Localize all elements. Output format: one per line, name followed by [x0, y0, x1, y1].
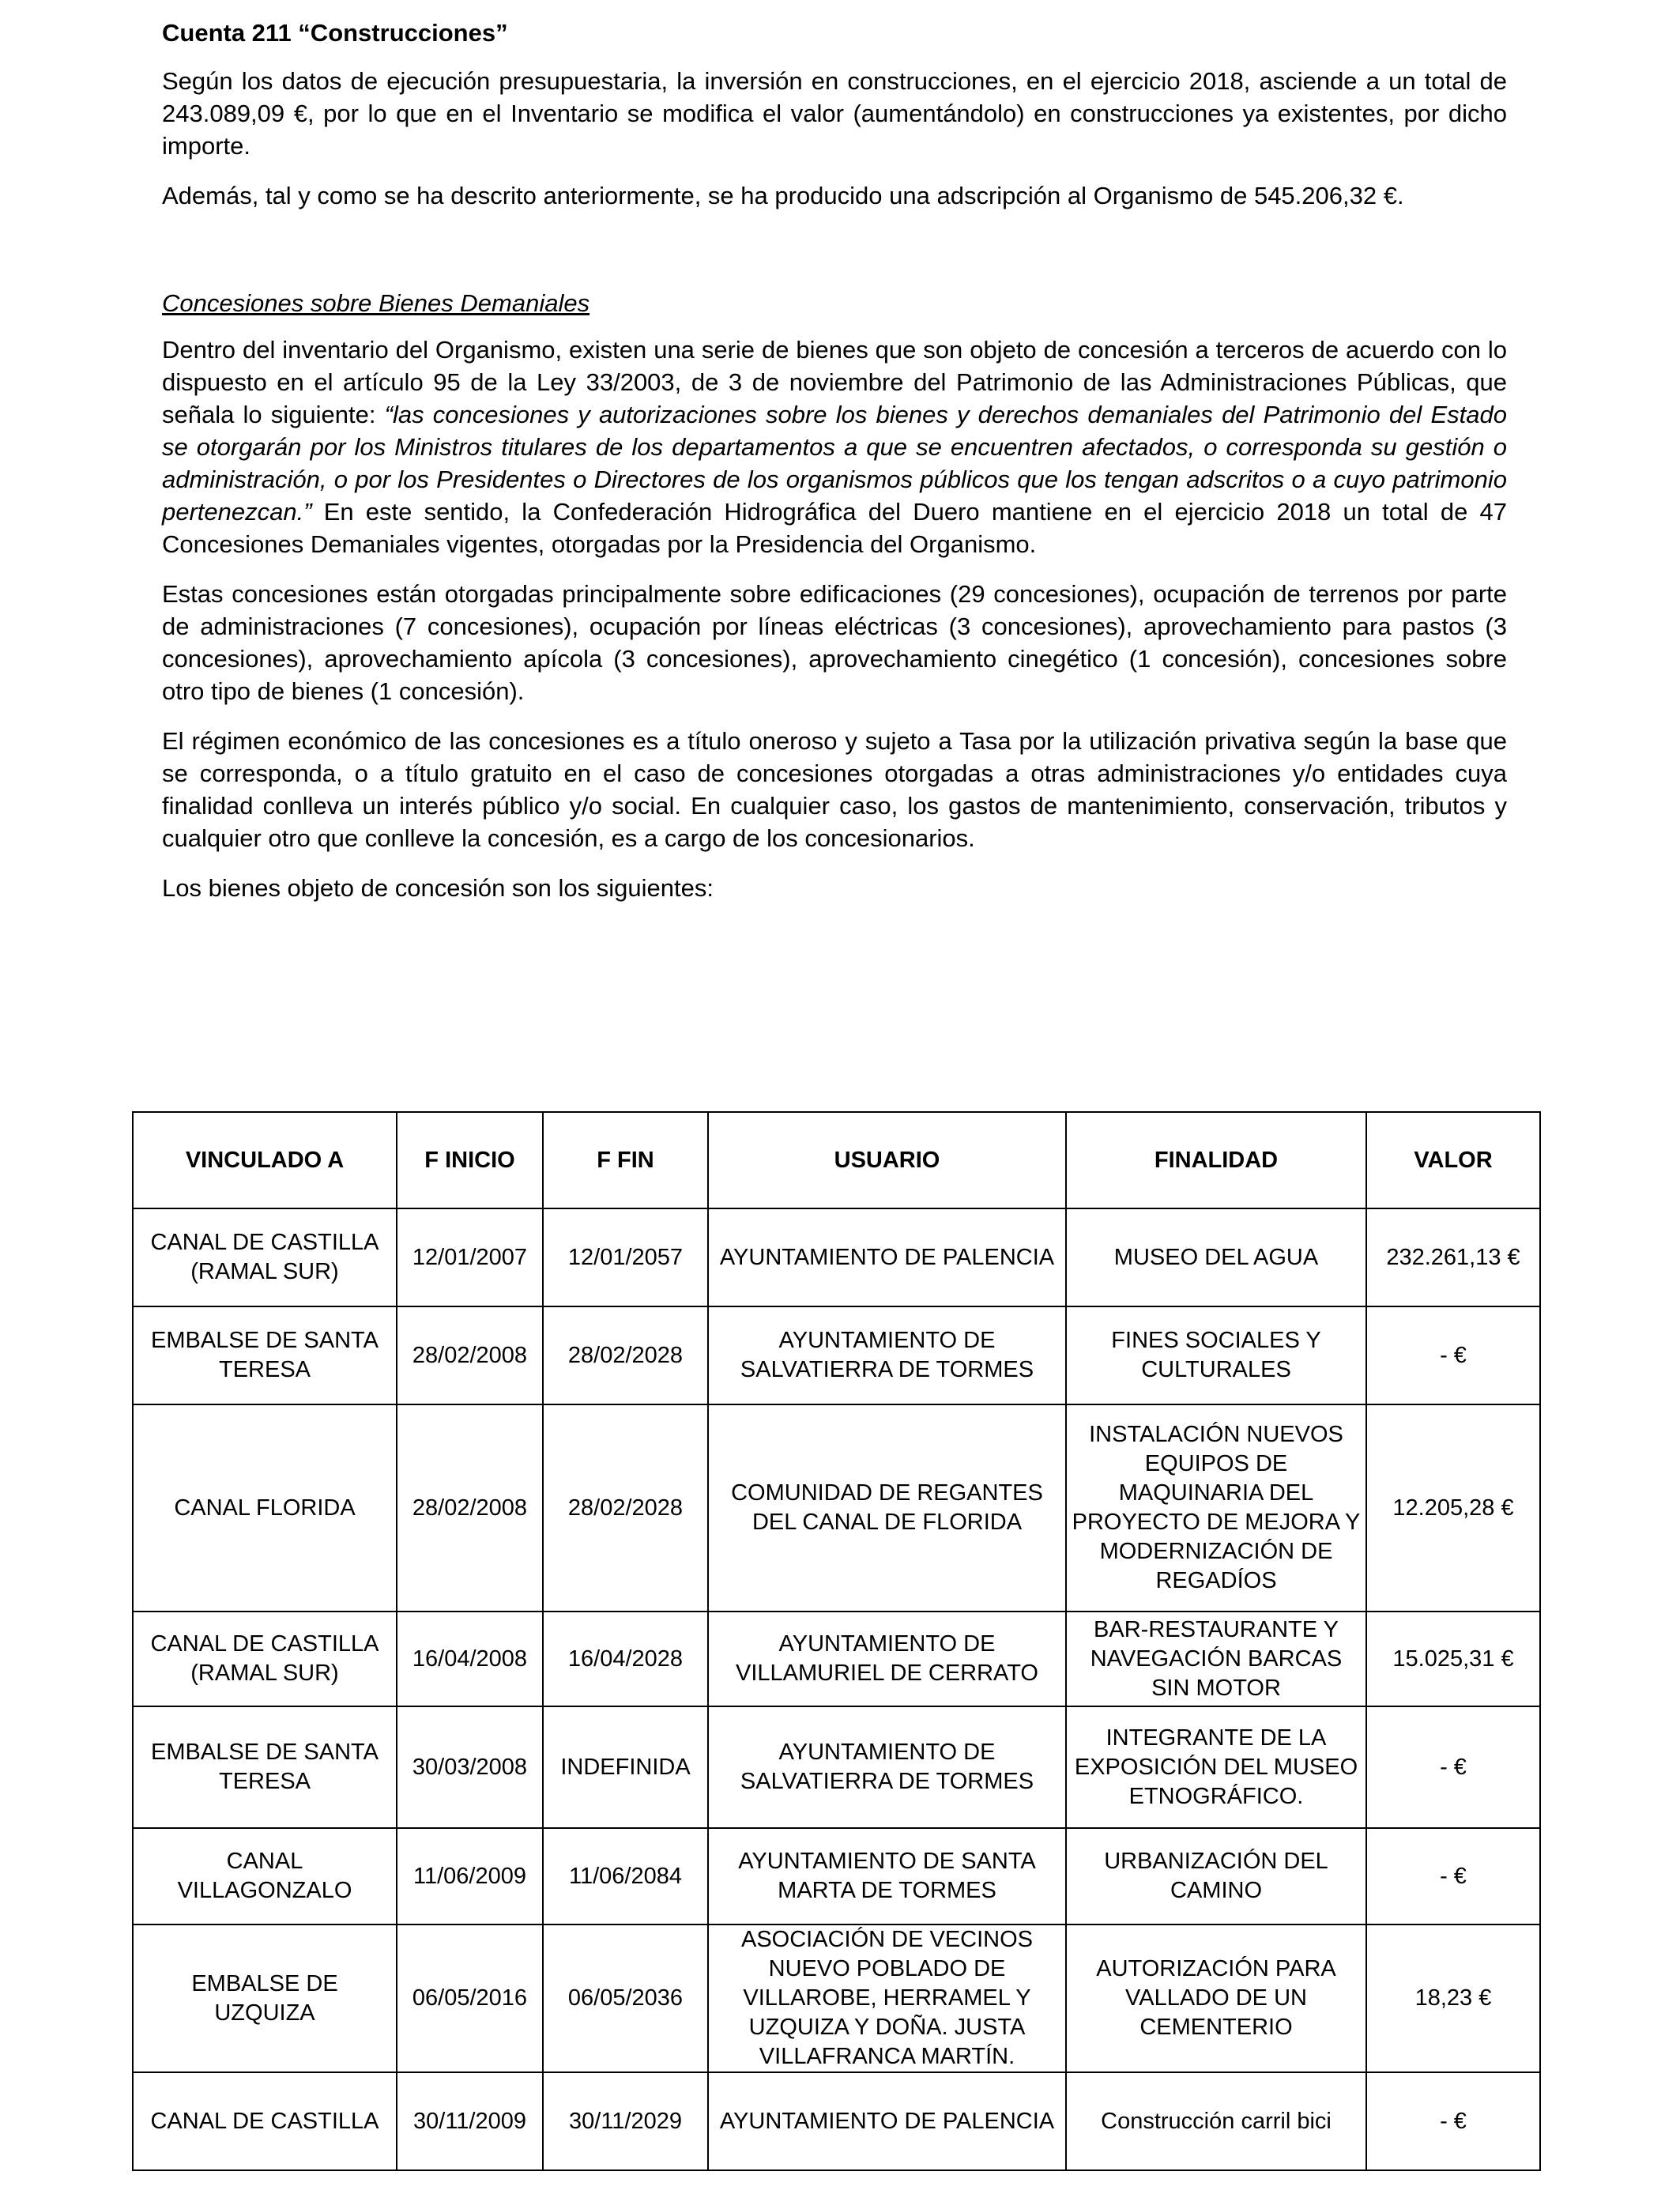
paragraph-adscripcion: Además, tal y como se ha descrito anteriormente, se ha producido una adscripción al Organismo de 545.206,32 €.	[162, 182, 1404, 209]
paragraph-regimen-economico: El régimen económico de las concesiones es a título oneroso y sujeto a Tasa por la utilización privativa según la base que se corresponda, o a título gratuito en el caso de concesiones otorgadas a otras administraciones y/o entidades cuya finalidad conlleva un interés público y/o social. En cualquier caso, los gastos de mantenimiento, conservación, tributos y cualquier otro que conlleve la concesión, es a cargo de los concesionarios.	[162, 727, 1507, 852]
table-row	[133, 1208, 1540, 1306]
cell-usuario: AYUNTAMIENTO DE VILLAMURIEL DE CERRATO	[708, 1612, 1066, 1706]
cell-vinculado: CANAL FLORIDA	[133, 1404, 397, 1612]
header-vinculado: VINCULADO A	[133, 1112, 397, 1208]
table-row	[133, 1924, 1540, 2072]
cell-finalidad: INSTALACIÓN NUEVOS EQUIPOS DE MAQUINARIA DEL PROYECTO DE MEJORA Y MODERNIZACIÓN DE REGADÍOS	[1066, 1404, 1366, 1612]
document-page	[162, 17, 1507, 922]
cell-f-fin: 28/02/2028	[543, 1404, 708, 1612]
table-row	[133, 1612, 1540, 1706]
paragraph-inversion: Según los datos de ejecución presupuestaria, la inversión en construcciones, en el ejercicio 2018, asciende a un total de 243.089,09 €, por lo que en el Inventario se modifica el valor (aumentándolo) en construcciones ya existentes, por dicho importe.	[162, 67, 1507, 160]
cell-f-fin: 28/02/2028	[543, 1306, 708, 1404]
cell-finalidad: URBANIZACIÓN DEL CAMINO	[1066, 1828, 1366, 1924]
cell-f-inicio: 16/04/2008	[397, 1612, 543, 1706]
cell-f-inicio: 11/06/2009	[397, 1828, 543, 1924]
cell-f-fin: 30/11/2029	[543, 2072, 708, 2170]
cell-vinculado: EMBALSE DE UZQUIZA	[133, 1924, 397, 2072]
cell-f-inicio: 30/03/2008	[397, 1706, 543, 1828]
cell-finalidad: BAR-RESTAURANTE Y NAVEGACIÓN BARCAS SIN MOTOR	[1066, 1612, 1366, 1706]
paragraph-inventario	[162, 334, 1507, 560]
cell-f-fin: 11/06/2084	[543, 1828, 708, 1924]
cell-finalidad: INTEGRANTE DE LA EXPOSICIÓN DEL MUSEO ETNOGRÁFICO.	[1066, 1706, 1366, 1828]
concesiones-subheading: Concesiones sobre Bienes Demaniales	[162, 289, 590, 317]
cell-usuario: ASOCIACIÓN DE VECINOS NUEVO POBLADO DE VILLAROBE, HERRAMEL Y UZQUIZA Y DOÑA. JUSTA VILLAFRANCA MARTÍN.	[708, 1924, 1066, 2072]
cell-vinculado: CANAL VILLAGONZALO	[133, 1828, 397, 1924]
cell-f-inicio: 06/05/2016	[397, 1924, 543, 2072]
paragraph-inventario-intro: Dentro del inventario del Organismo, existen una serie de bienes que son objeto de concesión a terceros de acuerdo con lo dispuesto en el artículo 95 de la Ley 33/2003, de 3 de noviembre del Patrimonio de las Administraciones Públicas, que señala lo siguiente:	[162, 336, 1507, 428]
cell-f-inicio: 30/11/2009	[397, 2072, 543, 2170]
table-row	[133, 1706, 1540, 1828]
header-f-fin: F FIN	[543, 1112, 708, 1208]
cell-usuario: AYUNTAMIENTO DE SALVATIERRA DE TORMES	[708, 1706, 1066, 1828]
cell-usuario: AYUNTAMIENTO DE SANTA MARTA DE TORMES	[708, 1828, 1066, 1924]
cell-f-fin: 12/01/2057	[543, 1208, 708, 1306]
header-valor: VALOR	[1366, 1112, 1540, 1208]
cell-valor: - €	[1366, 2072, 1540, 2170]
concesiones-table	[132, 1111, 1541, 2171]
cell-finalidad: MUSEO DEL AGUA	[1066, 1208, 1366, 1306]
cell-f-inicio: 28/02/2008	[397, 1306, 543, 1404]
header-finalidad: FINALIDAD	[1066, 1112, 1366, 1208]
cell-f-fin: 06/05/2036	[543, 1924, 708, 2072]
cell-usuario: COMUNIDAD DE REGANTES DEL CANAL DE FLORIDA	[708, 1404, 1066, 1612]
table-header-row	[133, 1112, 1540, 1208]
cell-finalidad: AUTORIZACIÓN PARA VALLADO DE UN CEMENTERIO	[1066, 1924, 1366, 2072]
cell-vinculado: CANAL DE CASTILLA	[133, 2072, 397, 2170]
paragraph-tipos-concesion: Estas concesiones están otorgadas principalmente sobre edificaciones (29 concesiones), ocupación de terrenos por parte de administraciones (7 concesiones), ocupación por líneas eléctricas (3 concesiones), aprovechamiento para pastos (3 concesiones), aprovechamiento apícola (3 concesiones), aprovechamiento cinegético (1 concesión), concesiones sobre otro tipo de bienes (1 concesión).	[162, 580, 1507, 705]
table-row	[133, 1404, 1540, 1612]
table-row	[133, 2072, 1540, 2170]
header-f-inicio: F INICIO	[397, 1112, 543, 1208]
cell-vinculado: CANAL DE CASTILLA (RAMAL SUR)	[133, 1612, 397, 1706]
cell-usuario: AYUNTAMIENTO DE PALENCIA	[708, 1208, 1066, 1306]
cell-valor: - €	[1366, 1828, 1540, 1924]
paragraph-bienes-objeto: Los bienes objeto de concesión son los siguientes:	[162, 874, 714, 902]
cell-finalidad: Construcción carril bici	[1066, 2072, 1366, 2170]
ley-quote: “las concesiones y autorizaciones sobre los bienes y derechos demaniales del Patrimonio del Estado se otorgarán por los Ministros titulares de los departamentos a que se encuentren afectados, o corresponda su gestión o administración, o por los Presidentes o Directores de los organismos públicos que los tengan adscritos o a cuyo patrimonio pertenezcan.”	[162, 401, 1507, 526]
cell-f-fin: INDEFINIDA	[543, 1706, 708, 1828]
cell-valor: 18,23 €	[1366, 1924, 1540, 2072]
paragraph-inventario-rest: En este sentido, la Confederación Hidrográfica del Duero mantiene en el ejercicio 2018 un total de 47 Concesiones Demaniales vigentes, otorgadas por la Presidencia del Organismo.	[162, 498, 1507, 558]
header-usuario: USUARIO	[708, 1112, 1066, 1208]
cell-valor: 232.261,13 €	[1366, 1208, 1540, 1306]
cell-f-fin: 16/04/2028	[543, 1612, 708, 1706]
cell-vinculado: CANAL DE CASTILLA (RAMAL SUR)	[133, 1208, 397, 1306]
table-row	[133, 1306, 1540, 1404]
table-row	[133, 1828, 1540, 1924]
cell-valor: 15.025,31 €	[1366, 1612, 1540, 1706]
cell-vinculado: EMBALSE DE SANTA TERESA	[133, 1306, 397, 1404]
cell-f-inicio: 12/01/2007	[397, 1208, 543, 1306]
cell-usuario: AYUNTAMIENTO DE SALVATIERRA DE TORMES	[708, 1306, 1066, 1404]
cell-finalidad: FINES SOCIALES Y CULTURALES	[1066, 1306, 1366, 1404]
cell-valor: - €	[1366, 1706, 1540, 1828]
section-heading: Cuenta 211 “Construcciones”	[162, 19, 508, 47]
cell-usuario: AYUNTAMIENTO DE PALENCIA	[708, 2072, 1066, 2170]
cell-f-inicio: 28/02/2008	[397, 1404, 543, 1612]
cell-valor: 12.205,28 €	[1366, 1404, 1540, 1612]
cell-valor: - €	[1366, 1306, 1540, 1404]
cell-vinculado: EMBALSE DE SANTA TERESA	[133, 1706, 397, 1828]
